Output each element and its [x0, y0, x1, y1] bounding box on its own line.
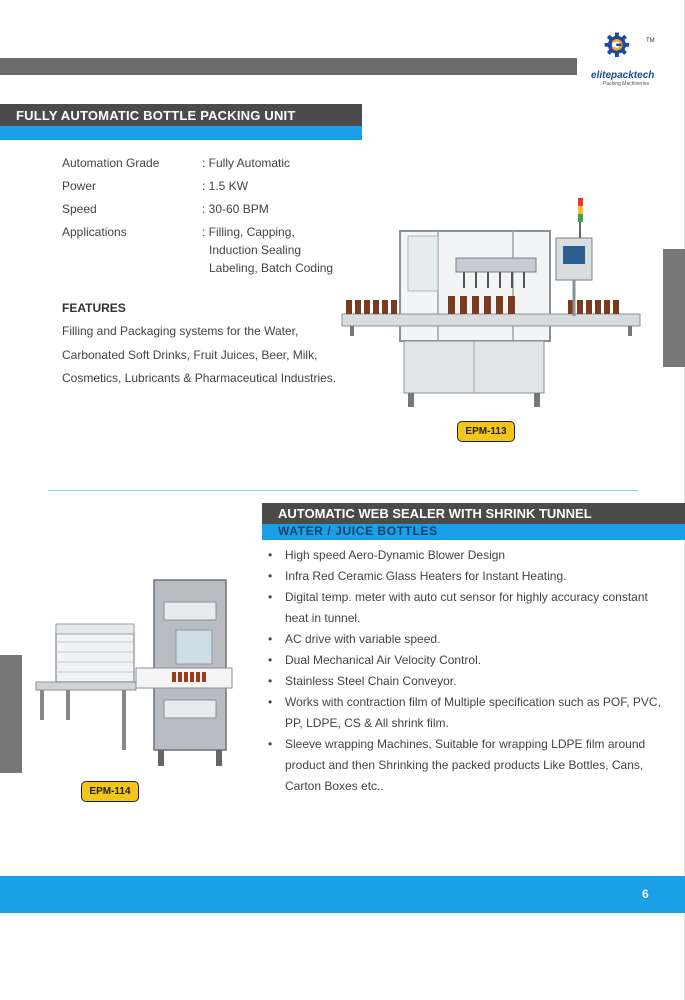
- spec-value: Labeling, Batch Coding: [209, 261, 334, 275]
- page-number: 6: [642, 887, 649, 901]
- list-item: • Sleeve wrapping Machines, Suitable for wrapping LDPE film around product and then Shrinking the packed products Like Bottles, Cans, Carton Boxes etc..: [268, 734, 663, 797]
- section2-subtitle: WATER / JUICE BOTTLES: [278, 524, 438, 538]
- bottle-packing-machine-image: [338, 196, 643, 414]
- spec-value: : Fully Automatic: [202, 156, 291, 170]
- spec-value: : 30-60 BPM: [202, 202, 269, 216]
- side-tab: [663, 249, 685, 367]
- model-badge-epm-114: EPM-114: [81, 781, 139, 802]
- model-badge-epm-113: EPM-113: [457, 421, 515, 442]
- section2-title-bar: [262, 503, 685, 538]
- trademark: TM: [646, 38, 655, 44]
- section1-title: FULLY AUTOMATIC BOTTLE PACKING UNIT: [16, 108, 296, 123]
- side-tab: [0, 655, 22, 773]
- section1-title-bar: [0, 104, 362, 140]
- header-bar: [0, 58, 577, 75]
- brand-tagline: Packing Machineries: [603, 81, 650, 87]
- list-item: • Dual Mechanical Air Velocity Control.: [268, 650, 663, 671]
- brand-name: elitepacktech: [591, 70, 655, 81]
- list-item: • High speed Aero-Dynamic Blower Design: [268, 545, 663, 566]
- features-heading: FEATURES: [62, 301, 126, 315]
- spec-label: Speed: [62, 202, 97, 216]
- feature-list: [268, 545, 663, 797]
- spec-value: : 1.5 KW: [202, 179, 249, 193]
- spec-value: : Filling, Capping,: [202, 225, 295, 239]
- spec-value: Induction Sealing: [209, 243, 302, 257]
- list-item: • Digital temp. meter with auto cut sensor for highly accuracy constant heat in tunnel.: [268, 587, 663, 629]
- list-item: • Works with contraction film of Multiple specification such as POF, PVC, PP, LDPE, CS & All shrink film.: [268, 692, 663, 734]
- spec-label: Automation Grade: [62, 156, 160, 170]
- footer-bar: [0, 876, 685, 913]
- list-item: • AC drive with variable speed.: [268, 629, 663, 650]
- list-item: • Infra Red Ceramic Glass Heaters for Instant Heating.: [268, 566, 663, 587]
- features-text: Filling and Packaging systems for the Water, Carbonated Soft Drinks, Fruit Juices, Beer, Milk, Cosmetics, Lubricants & Pharmaceutical Industries.: [62, 324, 337, 385]
- section2-title: AUTOMATIC WEB SEALER WITH SHRINK TUNNEL: [278, 506, 592, 521]
- brand-logo-icon: [604, 30, 644, 70]
- section-divider: [48, 490, 638, 491]
- list-item: • Stainless Steel Chain Conveyor.: [268, 671, 663, 692]
- spec-label: Power: [62, 179, 97, 193]
- spec-label: Applications: [62, 225, 127, 239]
- web-sealer-machine-image: [26, 572, 258, 777]
